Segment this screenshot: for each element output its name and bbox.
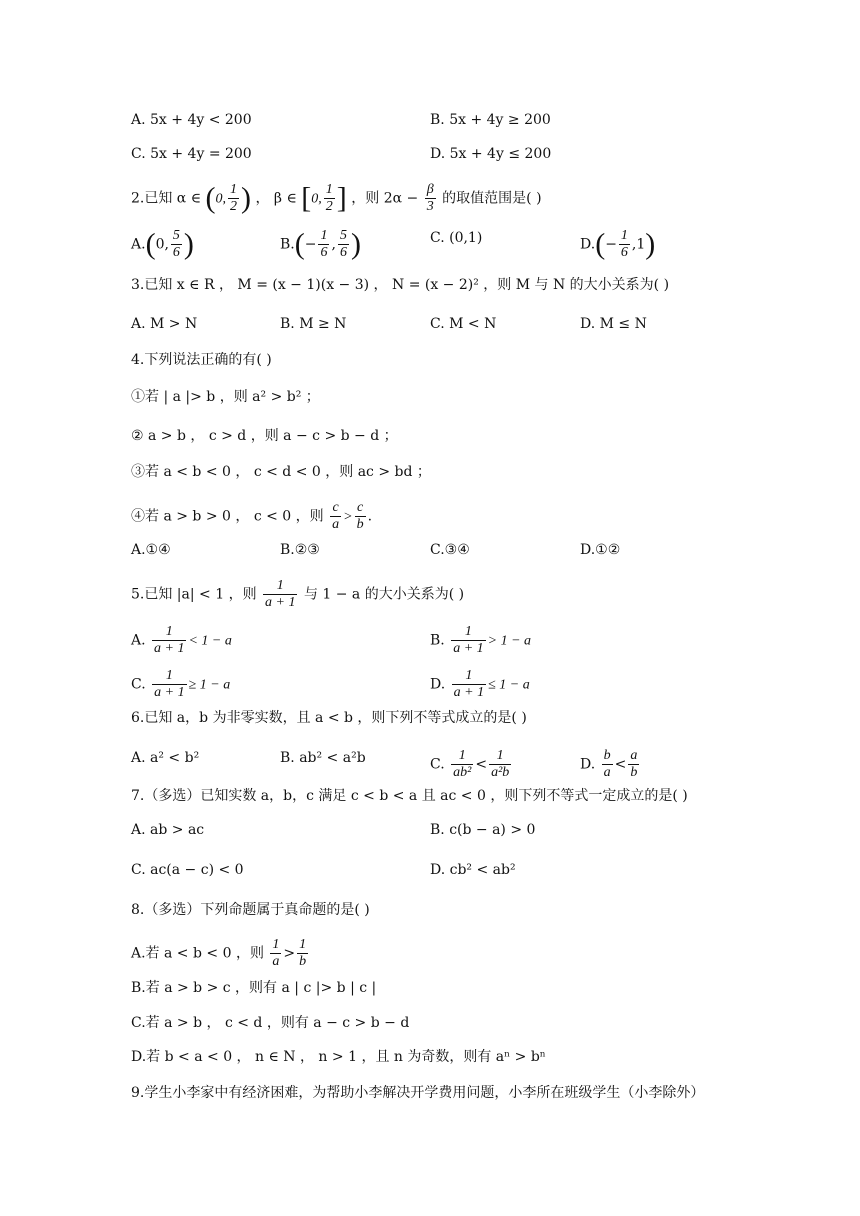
- q1-option-a: A. 5x + 4y < 200: [131, 112, 252, 128]
- q5-option-c: C. $\frac{1}{a + 1}$ ≥ 1 − a: [131, 668, 231, 700]
- q5-stem: 5.已知 |a| < 1 ，则 $\frac{1}{a + 1}$ 与 1 − a 的大小关系为( ): [131, 578, 465, 610]
- q7-stem: 7.（多选）已知实数 a，b，c 满足 c < b < a 且 ac < 0 ，则下列不等式一定成立的是( ): [131, 788, 688, 804]
- q8-option-c: C.若 a > b ， c < d ，则有 a − c > b − d: [131, 1015, 410, 1031]
- q6-stem: 6.已知 a，b 为非零实数，且 a < b ，则下列不等式成立的是( ): [131, 710, 527, 726]
- q2-stem-part3: ，则 2α −: [351, 190, 419, 207]
- q1-option-b: B. 5x + 4y ≥ 200: [430, 112, 551, 128]
- q3-option-a: A. M > N: [131, 316, 198, 332]
- q4-option-b: B.②③: [280, 542, 320, 558]
- q2-option-b: B.(− $\frac{1}{6}$ , $\frac{5}{6}$ ): [280, 227, 361, 261]
- q4-statement-4: ④若 a > b > 0 ， c < 0 ，则 $\frac{c}{a}$ > $\frac{c}{b}$ .: [131, 500, 373, 532]
- q2-stem-part4: 的取值范围是( ): [442, 190, 542, 207]
- q2-stem: 2.已知 α ∈ (0, $\frac{1}{2}$ ) ， β ∈ [0, $\frac{1}{2}$ ] ，则 2α − $\frac{\beta}{3}$ 的取值范围是( ): [131, 181, 542, 215]
- q6-option-b: B. ab² < a²b: [280, 750, 366, 766]
- q3-option-c: C. M < N: [430, 316, 497, 332]
- q5-option-d: D. $\frac{1}{a + 1}$ ≤ 1 − a: [430, 668, 530, 700]
- q7-option-b: B. c(b − a) > 0: [430, 822, 536, 838]
- q7-option-d: D. cb² < ab²: [430, 862, 516, 878]
- q2-stem-part2: ， β ∈: [255, 190, 297, 207]
- q7-option-a: A. ab > ac: [131, 822, 205, 838]
- q4-statement-4-text: ④若 a > b > 0 ， c < 0 ，则: [131, 508, 324, 525]
- q4-option-c: C.③④: [430, 542, 470, 558]
- q5-stem-part1: 5.已知 |a| < 1 ，则: [131, 586, 257, 603]
- q6-option-c: C. $\frac{1}{\text{ab²}}$ < $\frac{1}{\text{a²b}}$: [430, 748, 510, 780]
- q4-statement-3: ③若 a < b < 0 ， c < d < 0 ，则 ac > bd ；: [131, 464, 431, 480]
- q2-stem-part1: 2.已知 α ∈: [131, 190, 202, 207]
- q4-option-d: D.①②: [580, 542, 621, 558]
- q8-option-d: D.若 b < a < 0 ， n ∈ N ， n > 1 ，且 n 为奇数，则有 aⁿ > bⁿ: [131, 1049, 546, 1065]
- q1-option-d: D. 5x + 4y ≤ 200: [430, 146, 552, 162]
- q4-stem: 4.下列说法正确的有( ): [131, 352, 272, 368]
- q5-option-a: A. $\frac{1}{a + 1}$ < 1 − a: [131, 624, 232, 656]
- q6-option-d: D. $\frac{b}{a}$ < $\frac{a}{b}$: [580, 748, 638, 780]
- q8-stem: 8.（多选）下列命题属于真命题的是( ): [131, 902, 370, 918]
- q5-option-b: B. $\frac{1}{a + 1}$ > 1 − a: [430, 624, 532, 656]
- q5-stem-part2: 与 1 − a 的大小关系为( ): [303, 586, 465, 603]
- q4-statement-1: ①若 | a |> b ，则 a² > b² ；: [131, 389, 320, 405]
- q6-option-a: A. a² < b²: [131, 750, 200, 766]
- q3-option-d: D. M ≤ N: [580, 316, 647, 332]
- q2-option-a: A.(0, $\frac{5}{6}$ ): [131, 227, 194, 261]
- q2-option-c: C. (0,1): [430, 230, 483, 246]
- q2-option-d: D.(− $\frac{1}{6}$ ,1): [580, 227, 656, 261]
- q1-option-c: C. 5x + 4y = 200: [131, 146, 252, 162]
- q3-option-b: B. M ≥ N: [280, 316, 347, 332]
- q7-option-c: C. ac(a − c) < 0: [131, 862, 244, 878]
- q3-stem: 3.已知 x ∈ R ， M = (x − 1)(x − 3) ， N = (x − 2)² ，则 M 与 N 的大小关系为( ): [131, 277, 670, 293]
- q9-stem: 9.学生小李家中有经济困难，为帮助小李解决开学费用问题，小李所在班级学生（小李除外）: [131, 1085, 705, 1101]
- q8-option-a-text: A.若 a < b < 0 ，则: [131, 945, 264, 962]
- q8-option-a: A.若 a < b < 0 ，则 $\frac{1}{a}$ > $\frac{1}{b}$: [131, 937, 307, 969]
- q4-statement-2: ② a > b ， c > d ，则 a − c > b − d ；: [131, 428, 398, 444]
- q8-option-b: B.若 a > b > c ，则有 a | c |> b | c |: [131, 980, 377, 996]
- q4-option-a: A.①④: [131, 542, 171, 558]
